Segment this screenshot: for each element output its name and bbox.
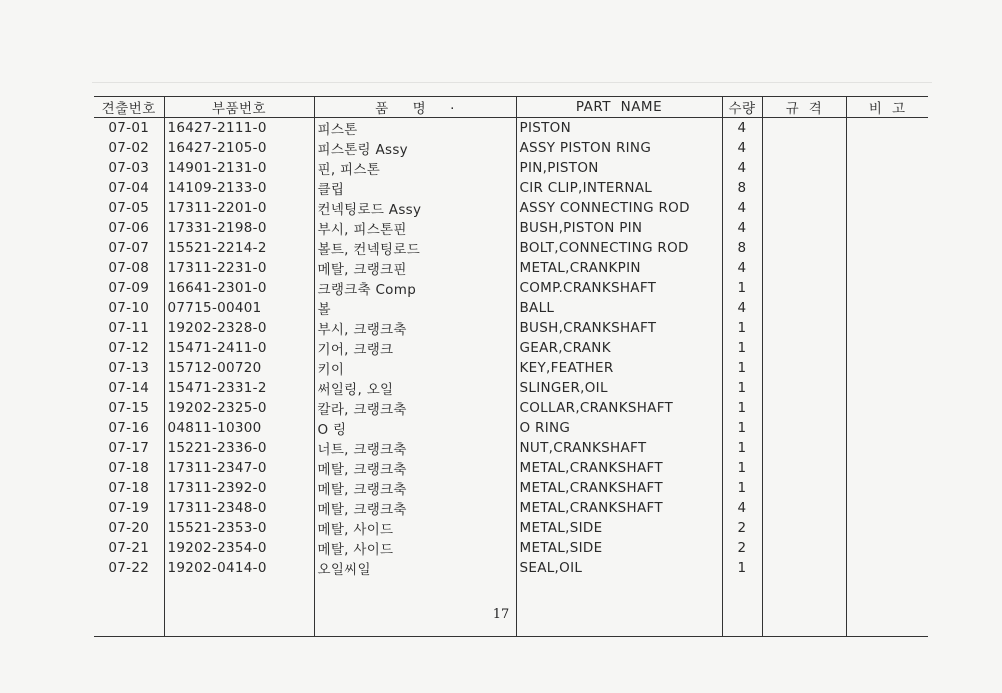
parts-list-sheet — [94, 96, 928, 637]
cell-ref: 07-18 — [108, 480, 150, 496]
cell-remark — [846, 458, 928, 478]
cell-remark — [846, 318, 928, 338]
cell-ref: 07-22 — [108, 560, 150, 576]
cell-name-kr: 기어, 크랭크 — [314, 338, 516, 358]
cell-qty: 4 — [722, 298, 762, 318]
table-row — [94, 158, 928, 178]
table-row — [94, 318, 928, 338]
cell-qty: 1 — [722, 378, 762, 398]
cell-ref: 07-19 — [108, 500, 150, 516]
cell-part-no: 15521-2214-2 — [164, 238, 314, 258]
cell-qty: 1 — [722, 318, 762, 338]
cell-part-no: 19202-2354-0 — [164, 538, 314, 558]
cell-remark — [846, 278, 928, 298]
cell-qty: 1 — [722, 558, 762, 578]
cell-part-name: BALL — [516, 298, 722, 318]
cell-remark — [846, 158, 928, 178]
cell-remark — [846, 138, 928, 158]
cell-spec — [762, 458, 846, 478]
cell-remark — [846, 258, 928, 278]
cell-part-no: 14901-2131-0 — [164, 158, 314, 178]
cell-part-no: 19202-0414-0 — [164, 558, 314, 578]
cell-part-name: COLLAR,CRANKSHAFT — [516, 398, 722, 418]
cell-remark — [846, 218, 928, 238]
cell-remark — [846, 398, 928, 418]
cell-remark — [846, 538, 928, 558]
cell-name-kr: 써일링, 오일 — [314, 378, 516, 398]
cell-part-no: 15471-2331-2 — [164, 378, 314, 398]
cell-qty: 8 — [722, 178, 762, 198]
cell-qty: 1 — [722, 398, 762, 418]
cell-qty: 4 — [722, 258, 762, 278]
cell-spec — [762, 338, 846, 358]
cell-remark — [846, 178, 928, 198]
cell-part-no: 15521-2353-0 — [164, 518, 314, 538]
cell-spec — [762, 118, 846, 139]
cell-qty: 1 — [722, 418, 762, 438]
cell-remark — [846, 358, 928, 378]
cell-qty: 1 — [722, 478, 762, 498]
cell-part-name: BUSH,CRANKSHAFT — [516, 318, 722, 338]
cell-part-no: 17311-2231-0 — [164, 258, 314, 278]
cell-part-name: NUT,CRANKSHAFT — [516, 438, 722, 458]
cell-spec — [762, 158, 846, 178]
cell-spec — [762, 178, 846, 198]
cell-spec — [762, 218, 846, 238]
cell-part-no: 07715-00401 — [164, 298, 314, 318]
cell-remark — [846, 118, 928, 139]
table-row — [94, 558, 928, 578]
cell-name-kr: 볼트, 컨넥팅로드 — [314, 238, 516, 258]
table-row — [94, 118, 928, 139]
page-number: 17 — [492, 607, 510, 622]
cell-part-no: 14109-2133-0 — [164, 178, 314, 198]
cell-name-kr: 클립 — [314, 178, 516, 198]
cell-ref: 07-09 — [108, 280, 150, 296]
cell-spec — [762, 518, 846, 538]
cell-ref: 07-07 — [108, 240, 150, 256]
cell-ref: 07-20 — [108, 520, 150, 536]
cell-name-kr: 부시, 크랭크축 — [314, 318, 516, 338]
cell-name-kr: 메탈, 사이드 — [314, 538, 516, 558]
cell-qty: 4 — [722, 158, 762, 178]
cell-part-name: METAL,SIDE — [516, 538, 722, 558]
table-row — [94, 218, 928, 238]
header-part-no: 부품번호 — [164, 97, 314, 118]
cell-name-kr: 너트, 크랭크축 — [314, 438, 516, 458]
cell-ref: 07-03 — [108, 160, 150, 176]
cell-spec — [762, 538, 846, 558]
cell-part-name: METAL,CRANKSHAFT — [516, 478, 722, 498]
cell-part-name: PISTON — [516, 118, 722, 139]
cell-remark — [846, 438, 928, 458]
cell-spec — [762, 298, 846, 318]
cell-spec — [762, 558, 846, 578]
cell-remark — [846, 518, 928, 538]
parts-table-body — [94, 118, 928, 637]
cell-part-name: KEY,FEATHER — [516, 358, 722, 378]
cell-qty: 1 — [722, 438, 762, 458]
cell-spec — [762, 398, 846, 418]
cell-part-no: 17331-2198-0 — [164, 218, 314, 238]
cell-ref: 07-13 — [108, 360, 150, 376]
cell-ref: 07-05 — [108, 200, 150, 216]
cell-part-no: 19202-2328-0 — [164, 318, 314, 338]
cell-part-name: GEAR,CRANK — [516, 338, 722, 358]
cell-ref: 07-06 — [108, 220, 150, 236]
parts-table — [94, 96, 928, 637]
cell-part-name: METAL,SIDE — [516, 518, 722, 538]
cell-part-no: 16427-2111-0 — [164, 118, 314, 139]
cell-part-name: METAL,CRANKPIN — [516, 258, 722, 278]
cell-ref: 07-12 — [108, 340, 150, 356]
cell-part-name: SLINGER,OIL — [516, 378, 722, 398]
cell-name-kr: 부시, 피스톤핀 — [314, 218, 516, 238]
cell-name-kr: 컨넥팅로드 Assy — [314, 198, 516, 218]
cell-spec — [762, 278, 846, 298]
cell-ref: 07-14 — [108, 380, 150, 396]
table-row — [94, 418, 928, 438]
cell-part-no: 16641-2301-0 — [164, 278, 314, 298]
cell-remark — [846, 238, 928, 258]
table-row — [94, 438, 928, 458]
cell-part-name: CIR CLIP,INTERNAL — [516, 178, 722, 198]
cell-part-name: O RING — [516, 418, 722, 438]
header-name-kr: 품 명 · — [314, 97, 516, 118]
parts-table-header — [94, 97, 928, 118]
table-row — [94, 498, 928, 518]
cell-part-no: 17311-2348-0 — [164, 498, 314, 518]
table-row — [94, 138, 928, 158]
header-ref: 견출번호 — [94, 97, 164, 118]
cell-name-kr: 메탈, 사이드 — [314, 518, 516, 538]
header-spec: 규 격 — [762, 97, 846, 118]
cell-spec — [762, 438, 846, 458]
cell-ref: 07-02 — [108, 140, 150, 156]
cell-qty: 4 — [722, 198, 762, 218]
cell-spec — [762, 358, 846, 378]
cell-qty: 4 — [722, 218, 762, 238]
cell-name-kr: 오일씨일 — [314, 558, 516, 578]
cell-name-kr: 피스톤링 Assy — [314, 138, 516, 158]
cell-name-kr: 키이 — [314, 358, 516, 378]
cell-part-name: ASSY CONNECTING ROD — [516, 198, 722, 218]
cell-part-no: 15221-2336-0 — [164, 438, 314, 458]
cell-spec — [762, 478, 846, 498]
table-row — [94, 358, 928, 378]
cell-part-no: 19202-2325-0 — [164, 398, 314, 418]
cell-part-name: ASSY PISTON RING — [516, 138, 722, 158]
cell-spec — [762, 418, 846, 438]
cell-spec — [762, 238, 846, 258]
cell-name-kr: 메탈, 크랭크축 — [314, 498, 516, 518]
cell-ref: 07-17 — [108, 440, 150, 456]
cell-qty: 2 — [722, 538, 762, 558]
cell-ref: 07-18 — [108, 460, 150, 476]
table-row — [94, 238, 928, 258]
cell-remark — [846, 558, 928, 578]
cell-ref: 07-15 — [108, 400, 150, 416]
table-row — [94, 298, 928, 318]
table-row — [94, 458, 928, 478]
faint-scan-line — [92, 82, 932, 83]
cell-qty: 4 — [722, 138, 762, 158]
cell-ref: 07-04 — [108, 180, 150, 196]
cell-part-no: 17311-2392-0 — [164, 478, 314, 498]
cell-part-no: 15712-00720 — [164, 358, 314, 378]
cell-name-kr: 볼 — [314, 298, 516, 318]
cell-remark — [846, 338, 928, 358]
cell-name-kr: 핀, 피스톤 — [314, 158, 516, 178]
cell-qty: 1 — [722, 278, 762, 298]
table-row — [94, 538, 928, 558]
cell-ref: 07-11 — [108, 320, 150, 336]
cell-part-no: 17311-2347-0 — [164, 458, 314, 478]
cell-remark — [846, 198, 928, 218]
cell-name-kr: 크랭크축 Comp — [314, 278, 516, 298]
cell-qty: 2 — [722, 518, 762, 538]
cell-remark — [846, 298, 928, 318]
cell-part-name: SEAL,OIL — [516, 558, 722, 578]
header-remark: 비 고 — [846, 97, 928, 118]
cell-qty: 1 — [722, 338, 762, 358]
cell-part-name: PIN,PISTON — [516, 158, 722, 178]
cell-ref: 07-21 — [108, 540, 150, 556]
cell-qty: 1 — [722, 358, 762, 378]
table-row — [94, 478, 928, 498]
cell-ref: 07-16 — [108, 420, 150, 436]
table-row — [94, 278, 928, 298]
cell-spec — [762, 198, 846, 218]
cell-ref: 07-08 — [108, 260, 150, 276]
cell-part-name: COMP.CRANKSHAFT — [516, 278, 722, 298]
table-row — [94, 338, 928, 358]
cell-name-kr: 칼라, 크랭크축 — [314, 398, 516, 418]
cell-spec — [762, 138, 846, 158]
cell-qty: 4 — [722, 118, 762, 139]
cell-name-kr: 메탈, 크랭크핀 — [314, 258, 516, 278]
cell-ref: 07-10 — [108, 300, 150, 316]
cell-remark — [846, 478, 928, 498]
cell-part-name: METAL,CRANKSHAFT — [516, 498, 722, 518]
cell-part-no: 04811-10300 — [164, 418, 314, 438]
cell-part-no: 16427-2105-0 — [164, 138, 314, 158]
table-row — [94, 178, 928, 198]
cell-spec — [762, 258, 846, 278]
cell-spec — [762, 498, 846, 518]
cell-remark — [846, 418, 928, 438]
cell-ref: 07-01 — [108, 120, 150, 136]
header-part-name: PART NAME — [516, 97, 722, 118]
header-qty: 수량 — [722, 97, 762, 118]
cell-spec — [762, 378, 846, 398]
table-row — [94, 198, 928, 218]
cell-spec — [762, 318, 846, 338]
cell-qty: 1 — [722, 458, 762, 478]
cell-qty: 8 — [722, 238, 762, 258]
cell-name-kr: 메탈, 크랭크축 — [314, 478, 516, 498]
cell-remark — [846, 378, 928, 398]
table-row — [94, 398, 928, 418]
cell-part-no: 17311-2201-0 — [164, 198, 314, 218]
cell-name-kr: 메탈, 크랭크축 — [314, 458, 516, 478]
table-row — [94, 258, 928, 278]
cell-part-name: METAL,CRANKSHAFT — [516, 458, 722, 478]
table-row — [94, 378, 928, 398]
cell-name-kr: 피스톤 — [314, 118, 516, 139]
cell-part-no: 15471-2411-0 — [164, 338, 314, 358]
cell-remark — [846, 498, 928, 518]
cell-part-name: BUSH,PISTON PIN — [516, 218, 722, 238]
cell-qty: 4 — [722, 498, 762, 518]
table-row — [94, 518, 928, 538]
cell-part-name: BOLT,CONNECTING ROD — [516, 238, 722, 258]
cell-name-kr: O 링 — [314, 418, 516, 438]
